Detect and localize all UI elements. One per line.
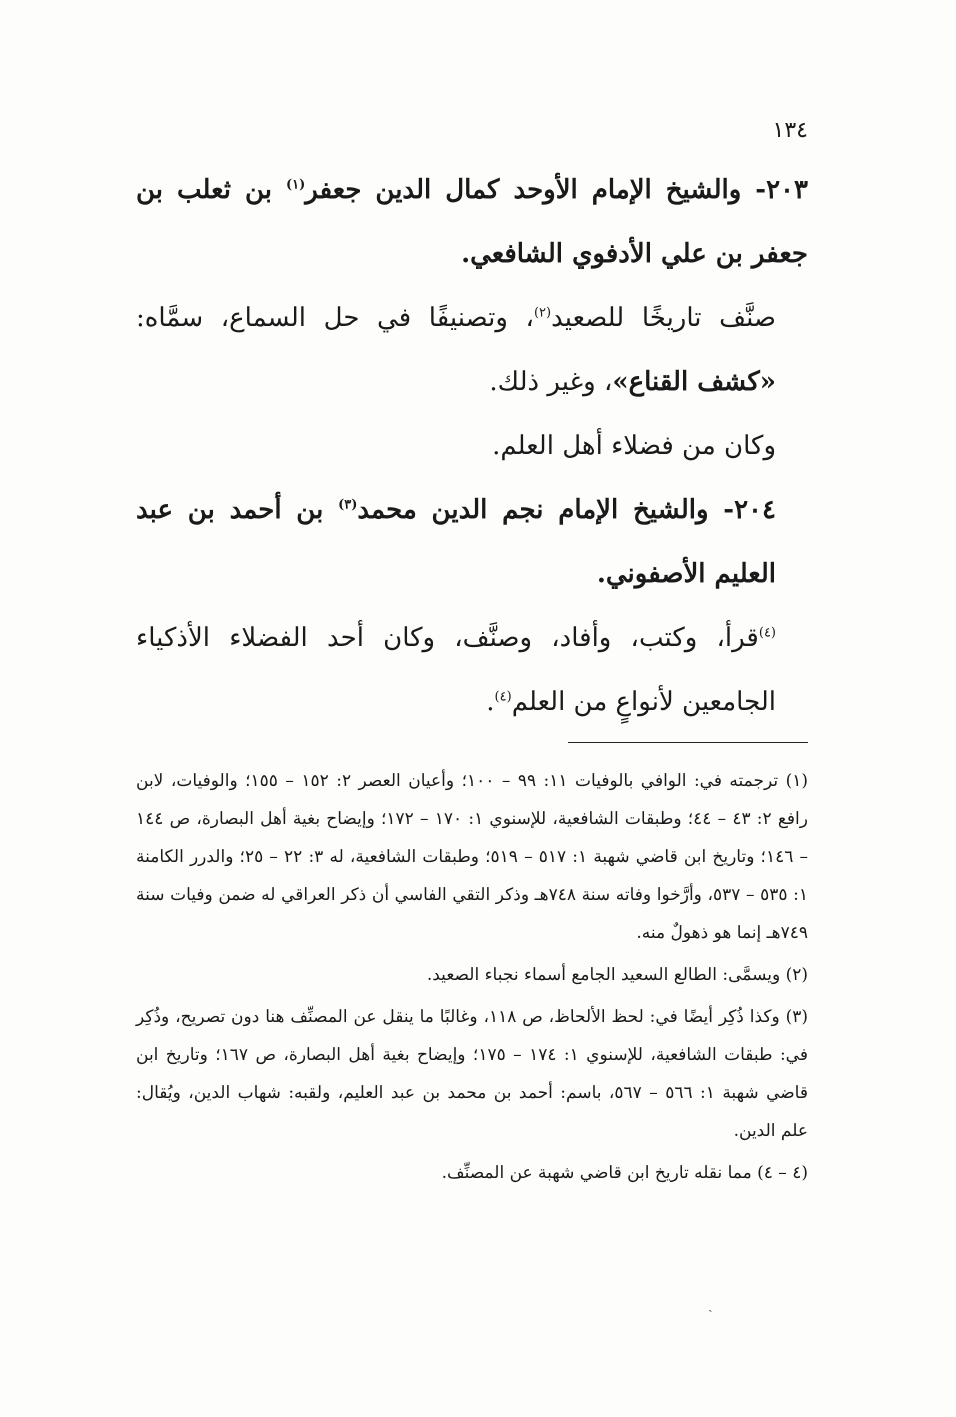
entry-203-para1-a: صنَّف تاريخًا للصعيد [551,303,777,333]
footnote-3: (٣) وكذا ذُكِر أيضًا في: لحظ الألحاظ، ص ١١٨، وغالبًا ما ينقل عن المصنِّف هنا دون تصريح، وذُكِر في: طبقات الشافعية، للإسنوي ١: ١٧٤ – ١٧٥؛ وإيضاح بغية أهل البصارة، ص ١٦٧؛ وتاريخ ابن قاضي شهبة ١: ٥٦٦ – ٥٦٧، باسم: أحمد بن محمد بن عبد العليم، ولقبه: شهاب الدين، ويُقال: علم الدين. [136,1007,808,1141]
entry-204-title-rest: بن أحمد بن عبد العليم الأصفوني. [136,495,776,589]
entry-203-title-text: ٢٠٣- والشيخ الإمام الأوحد كمال الدين جعفر [305,175,808,205]
entry-203-para1-b: ، وتصنيفًا في حل السماع، سمَّاه: [136,303,534,333]
entry-203-para1-c: ، وغير ذلك. [489,367,613,397]
entry-204-para1-text: قرأ، وكتب، وأفاد، وصنَّف، وكان أحد الفضلاء الأذكياء الجامعين لأنواعٍ من العلم [136,623,776,717]
footnote-ref-3[interactable]: (٣) [338,497,358,513]
stray-mark: ˎ [708,1297,713,1313]
footnote-ref-4-close[interactable]: (٤) [494,689,512,705]
book-title-kashf-al-qina: «كشف القناع» [612,367,776,397]
footnote-ref-4-open[interactable]: (٤) [758,625,776,641]
footnote-1: (١) ترجمته في: الوافي بالوفيات ١١: ٩٩ – ١٠٠؛ وأعيان العصر ٢: ١٥٢ – ١٥٥؛ والوفيات، لابن رافع ٢: ٤٣ – ٤٤؛ وطبقات الشافعية، للإسنوي ١: ١٧٠ – ١٧٢؛ وإيضاح بغية أهل البصارة، ص ١٤٤ – ١٤٦؛ وتاريخ ابن قاضي شهبة ١: ٥١٧ – ٥١٩؛ وطبقات الشافعية، له ٣: ٢٢ – ٢٥؛ والدرر الكامنة ١: ٥٣٥ – ٥٣٧، وأرَّخوا وفاته سنة ٧٤٨هـ وذكر التقي الفاسي أن ذكر العراقي له ضمن وفيات سنة ٧٤٩هـ إنما هو ذهولٌ منه. [136,771,809,943]
entry-204-para1-end: . [486,687,495,717]
footnote-ref-1[interactable]: (١) [285,177,306,193]
footnote-4: (٤ – ٤) مما نقله تاريخ ابن قاضي شهبة عن المصنِّف. [441,1163,808,1183]
main-text [136,158,808,734]
footnote-ref-2[interactable]: (٢) [533,305,552,321]
entry-203-title-rest: بن ثعلب بن جعفر بن علي الأدفوي الشافعي. [136,175,808,269]
entry-203-paragraph-2: وكان من فضلاء أهل العلم. [492,431,776,461]
page-number: ١٣٤ [772,118,808,143]
entry-204-title [136,478,808,606]
entry-204-title-text: ٢٠٤- والشيخ الإمام نجم الدين محمد [357,495,776,525]
entry-203-paragraph-1 [136,286,808,414]
footnotes [136,762,808,1196]
footnote-separator [568,742,808,743]
footnote-2: (٢) ويسمَّى: الطالع السعيد الجامع أسماء نجباء الصعيد. [426,965,808,985]
entry-204-paragraph-1 [136,606,808,734]
entry-203-title [136,158,808,286]
